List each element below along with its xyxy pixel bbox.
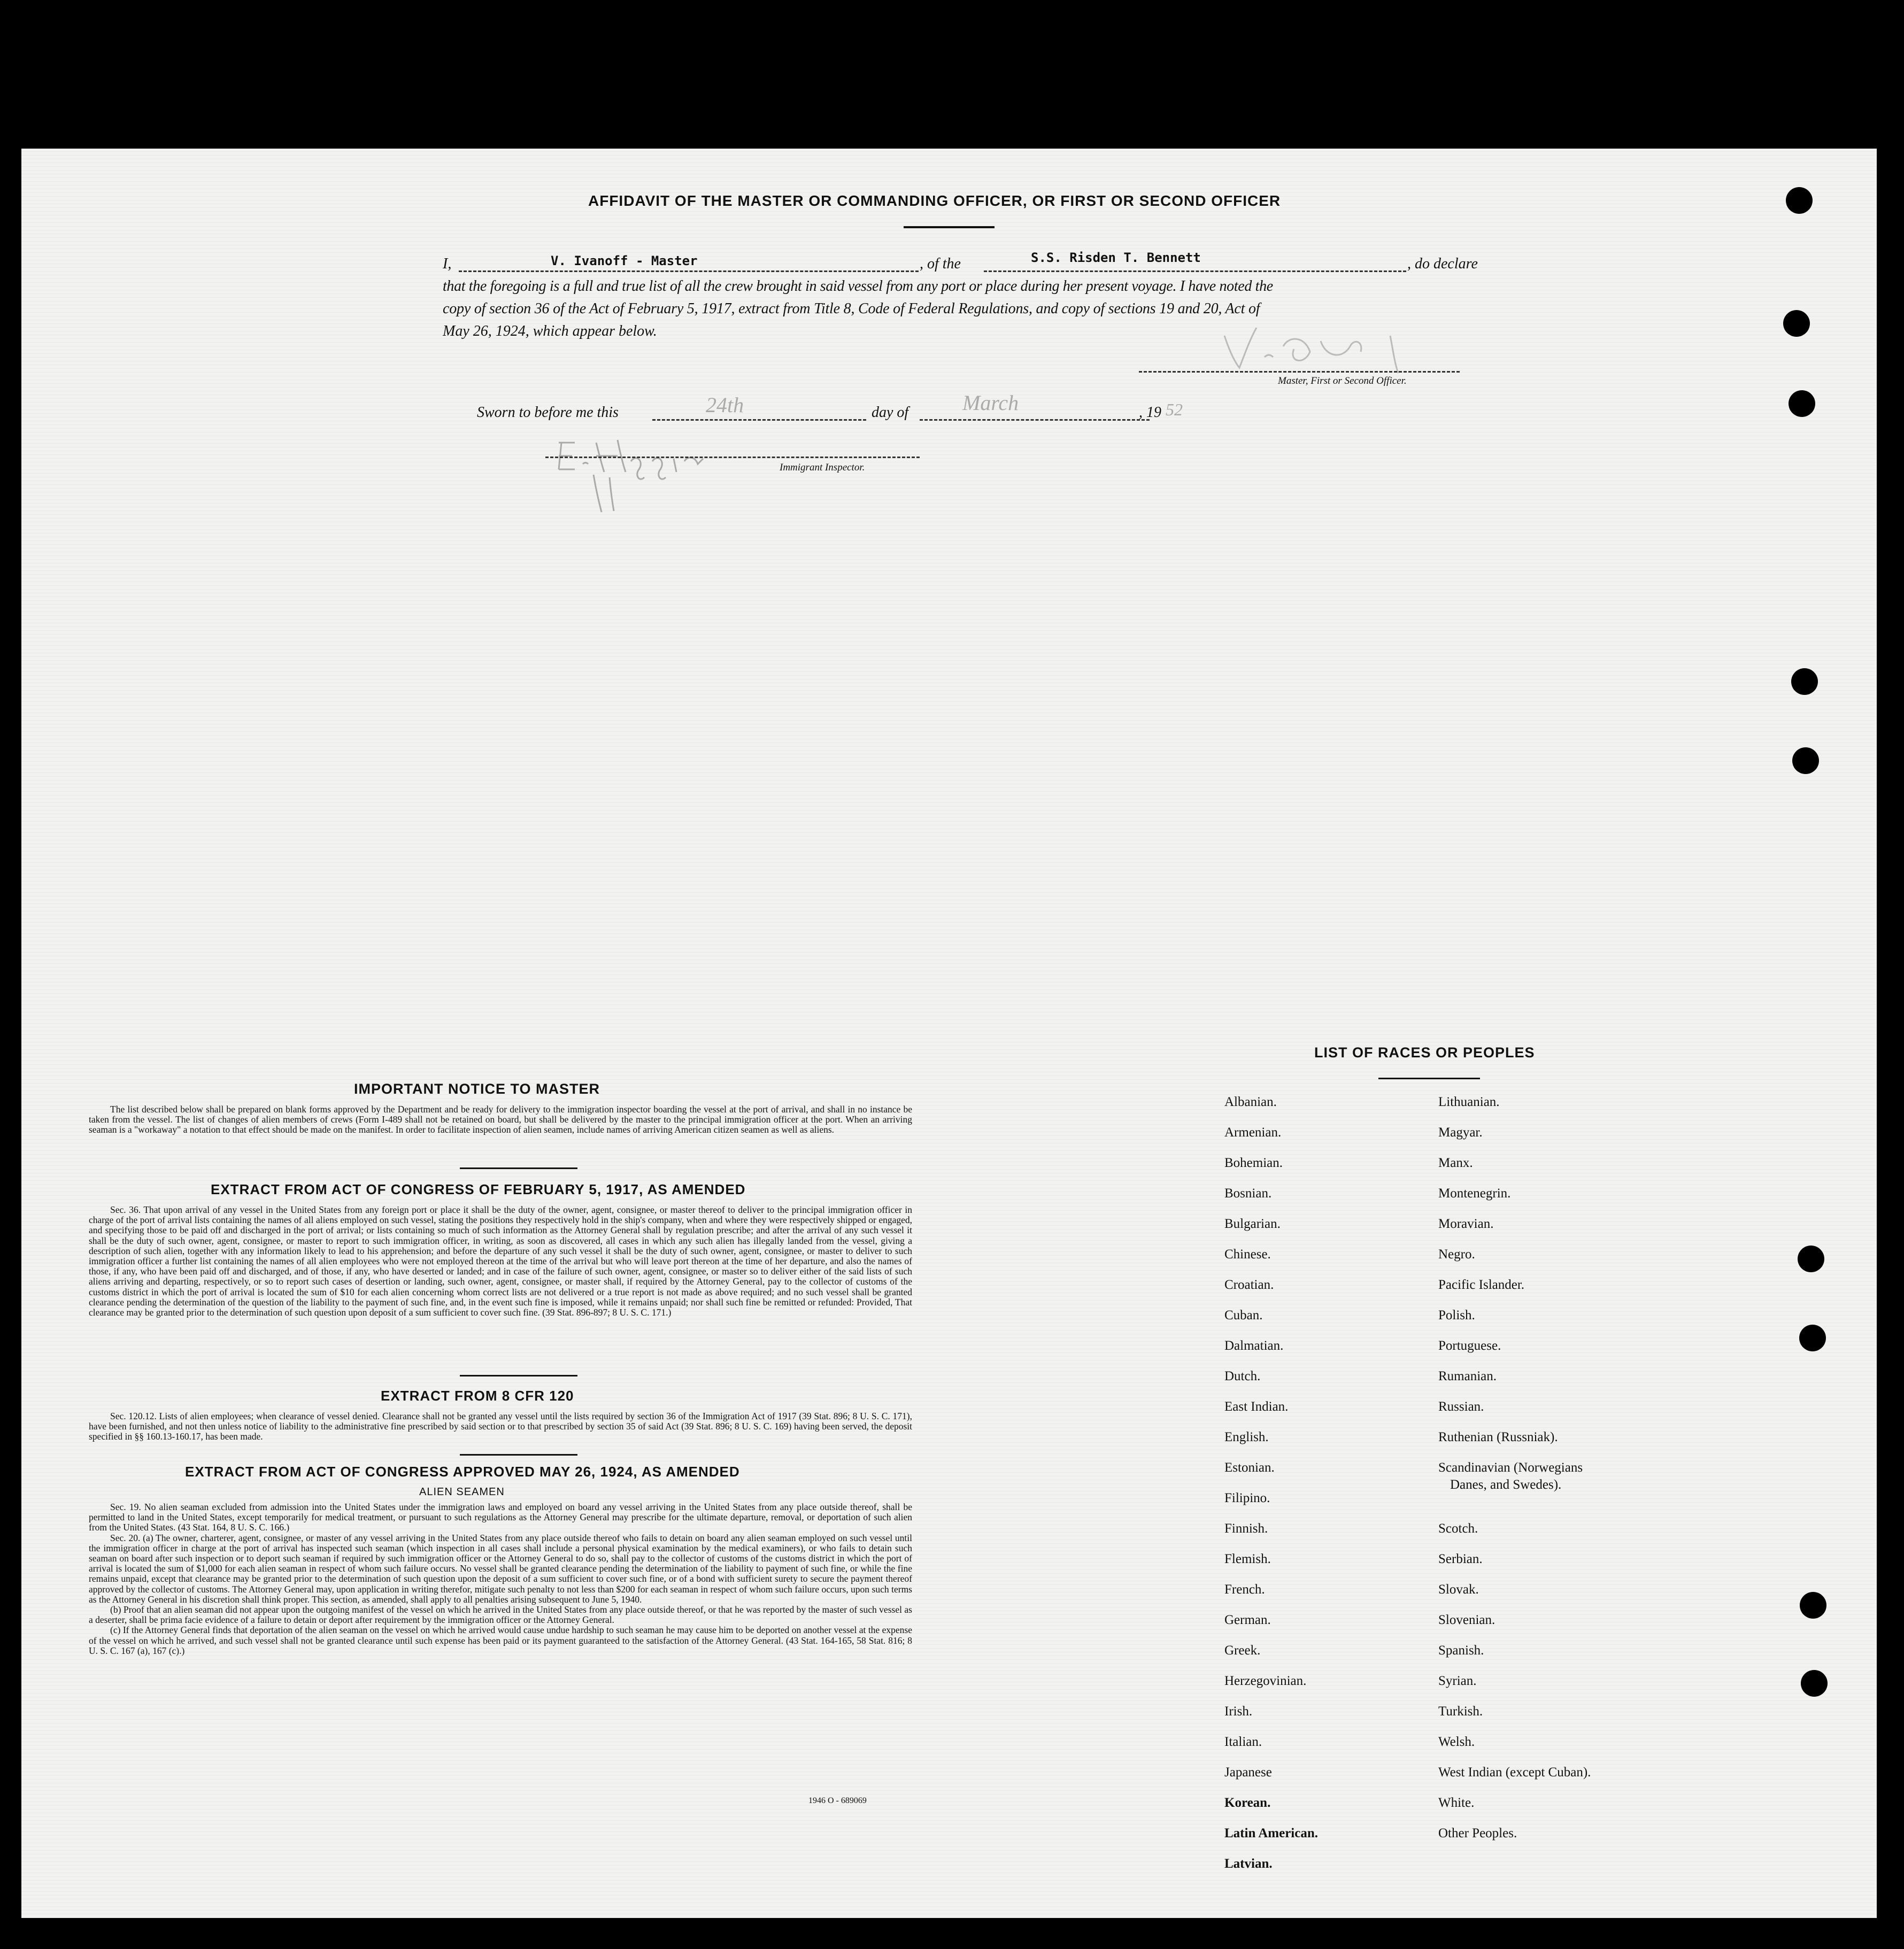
race-item: Filipino. bbox=[1224, 1491, 1270, 1505]
punch-hole bbox=[1801, 1670, 1828, 1697]
races-left-column bbox=[1224, 1095, 1318, 1887]
affidavit-line-4: May 26, 1924, which appear below. bbox=[443, 323, 657, 339]
title-underline bbox=[904, 226, 995, 228]
race-item: Montenegrin. bbox=[1438, 1186, 1511, 1201]
race-item: East Indian. bbox=[1224, 1399, 1289, 1414]
extract-1917-heading: EXTRACT FROM ACT OF CONGRESS OF FEBRUARY 5, 1917, AS AMENDED bbox=[211, 1181, 746, 1197]
races-heading-underline bbox=[1378, 1078, 1480, 1079]
extract-1924-text bbox=[89, 1502, 912, 1656]
sworn-label: Sworn to before me this bbox=[477, 404, 619, 421]
race-item: Syrian. bbox=[1438, 1674, 1477, 1688]
race-item: Russian. bbox=[1438, 1399, 1484, 1414]
race-item: Polish. bbox=[1438, 1308, 1475, 1322]
sworn-month-field: March bbox=[962, 391, 1019, 415]
race-item: Estonian. bbox=[1224, 1460, 1275, 1475]
extract-1917-divider bbox=[460, 1375, 577, 1376]
race-item: Bulgarian. bbox=[1224, 1217, 1281, 1231]
race-item: Rumanian. bbox=[1438, 1369, 1497, 1383]
race-item: English. bbox=[1224, 1430, 1269, 1444]
master-name-line bbox=[459, 270, 919, 272]
race-item: Korean. bbox=[1224, 1796, 1271, 1810]
year-suffix: 52 bbox=[1166, 400, 1183, 419]
print-code: 1946 O - 689069 bbox=[808, 1796, 867, 1805]
extract-1924-sec20c: (c) If the Attorney General finds that deportation of the alien seaman on the vessel on which he arrived would cause undue hardship to such seaman he may cause him to be deported on another vessel at the expense of the vessel on which he arrived, and such vessel shall not be granted clearance until such expense has been paid or its payment guaranteed to the satisfaction of the Attorney General. (43 Stat. 164-165, 58 Stat. 816; 8 U. S. C. 167 (a), 167 (c).) bbox=[89, 1625, 912, 1656]
inspector-signature-line bbox=[545, 457, 920, 458]
punch-hole bbox=[1792, 747, 1819, 774]
race-item: Herzegovinian. bbox=[1224, 1674, 1307, 1688]
race-item: Latvian. bbox=[1224, 1857, 1273, 1871]
punch-hole bbox=[1799, 1325, 1826, 1351]
race-item: Magyar. bbox=[1438, 1125, 1483, 1140]
race-item: French. bbox=[1224, 1582, 1265, 1597]
race-item: White. bbox=[1438, 1796, 1475, 1810]
race-item: Armenian. bbox=[1224, 1125, 1282, 1140]
race-item: Portuguese. bbox=[1438, 1339, 1501, 1353]
race-item: Scandinavian (Norwegians bbox=[1438, 1460, 1583, 1475]
sworn-day-field: 24th bbox=[706, 393, 744, 417]
master-signature-line bbox=[1139, 371, 1460, 373]
extract-cfr-divider bbox=[460, 1454, 577, 1456]
race-item: Scotch. bbox=[1438, 1521, 1478, 1536]
inspector-caption: Immigrant Inspector. bbox=[780, 462, 865, 473]
race-item: Pacific Islander. bbox=[1438, 1278, 1525, 1292]
races-right-column bbox=[1438, 1095, 1591, 1857]
sworn-day-line bbox=[652, 419, 866, 421]
affidavit-i-label: I, bbox=[443, 256, 452, 272]
inspector-signature bbox=[551, 432, 775, 517]
race-item: Latin American. bbox=[1224, 1826, 1318, 1840]
race-item: Chinese. bbox=[1224, 1247, 1271, 1262]
extract-cfr-text: Sec. 120.12. Lists of alien employees; when clearance of vessel denied. Clearance shall not be granted any vessel until the lists required by section 36 of the Immigration Act of 1917 (39 Stat. 896; 8 U. S. C. 171), have been furnished, and not then unless notice of liability to the administrative fine prescribed by said section or to that prescribed by section 35 of said Act (39 Stat. 896; 8 U. S. C. 169) having been served, the deposit specified in §§ 160.13-160.17, has been made. bbox=[89, 1411, 912, 1442]
race-item: Negro. bbox=[1438, 1247, 1475, 1262]
race-item: German. bbox=[1224, 1613, 1271, 1627]
extract-1924-sec20a: Sec. 20. (a) The owner, charterer, agent, consignee, or master of any vessel arriving in the United States from any place outside thereof who fails to detain on board any alien seaman employed on such vessel until the immigration officer in charge at the port of arrival has inspected such seaman (which inspection in all cases shall include a personal physical examination by the medical examiners), or who fails to detain such seaman on board after such inspection or to deport such seaman if required by such immigration officer or the Attorney General to do so, shall pay to the collector of customs of the customs district in which the port of arrival is located the sum of $1,000 for each alien seaman in respect of whom such failure occurs. No vessel shall be granted clearance pending the determination of the liability to payment of such fine, or while the fine remains unpaid, except that clearance may be granted prior to the determination of such question upon the deposit of a sum sufficient to cover such fine, or of a bond with sufficient surety to secure the payment thereof approved by the collector of customs. The Attorney General may, upon application in writing therefor, mitigate such penalty to not less than $200 for each seaman in respect of whom such failure occurs, upon such terms as the Attorney General in his discretion shall think proper. This section, as amended, shall apply to all penalties arising subsequent to June 5, 1940. bbox=[89, 1532, 912, 1605]
notice-text: The list described below shall be prepared on blank forms approved by the Department and be ready for delivery to the immigration inspector boarding the vessel at the port of arrival, and shall in no instance be taken from the vessel. The list of changes of alien members of crews (Form I-489 shall not be retained on board, but shall be delivered by the master to the principal immigration officer at the port. When an arriving seaman is a "workaway" a notation to that effect should be made on the manifest. In order to facilitate inspection of alien seamen, include names of arriving American citizen seamen as well as aliens. bbox=[89, 1104, 912, 1135]
day-of-label: day of bbox=[872, 404, 909, 421]
race-item: Manx. bbox=[1438, 1156, 1473, 1170]
extract-1917-text: Sec. 36. That upon arrival of any vessel in the United States from any foreign port or place it shall be the duty of the owner, agent, consignee, or master thereof to deliver to the principal immigration officer in charge of the port of arrival lists containing the names of all aliens employed on such vessel, stating the positions they respectively hold in the ship's company, when and where they were respectively shipped or engaged, and specifying those to be paid off and discharged in the port of arrival; or lists containing so much of such information as the Attorney General shall by regulation prescribe; and after the arrival of any such vessel it shall be the duty of such owner, agent, consignee, or master to report to such immigration officer, in writing, as soon as discovered, all cases in which any such alien has illegally landed from the vessel, giving a description of such alien, together with any information likely to lead to his apprehension; and before the departure of any such vessel it shall be the duty of such owner, agent, consignee, or master to deliver to such immigration officer a further list containing the names of all alien employees who were not employed thereon at the time of the arrival but who will leave port thereon at the time of her departure, and also the names of those, if any, who have been paid off and discharged, and of those, if any, who have deserted or landed; and in case of the failure of such owner, agent, consignee, or master so to deliver either of the said lists of such aliens arriving and departing, respectively, or so to report such cases of desertion or landing, such owner, agent, consignee, or master shall, if required by the Attorney General, pay to the collector of customs of the customs district in which the port of arrival is located the sum of $10 for each alien concerning whom correct lists are not delivered or a true report is not made as above required; and no such vessel shall be granted clearance pending the determination of the question of the liability to the payment of such fine, and, in the event such fine is imposed, while it remains unpaid; nor shall such fine be remitted or refunded: Provided, That clearance may be granted prior to the determination of such question upon deposit of a sum sufficient to cover such fine. (39 Stat. 896-897; 8 U. S. C. 171.) bbox=[89, 1204, 912, 1318]
race-item: Bosnian. bbox=[1224, 1186, 1272, 1201]
extract-cfr-heading: EXTRACT FROM 8 CFR 120 bbox=[381, 1388, 574, 1404]
race-item: Dutch. bbox=[1224, 1369, 1261, 1383]
race-item: Welsh. bbox=[1438, 1735, 1475, 1749]
punch-hole bbox=[1789, 390, 1815, 417]
master-signature bbox=[1214, 320, 1481, 378]
race-item: Italian. bbox=[1224, 1735, 1262, 1749]
affidavit-line-2: that the foregoing is a full and true list of all the crew brought in said vessel from any port or place during her present voyage. I have noted the bbox=[443, 278, 1273, 295]
punch-hole bbox=[1798, 1246, 1824, 1272]
affidavit-title: AFFIDAVIT OF THE MASTER OR COMMANDING OFFICER, OR FIRST OR SECOND OFFICER bbox=[588, 192, 1281, 209]
race-item: Ruthenian (Russniak). bbox=[1438, 1430, 1558, 1444]
race-item: Moravian. bbox=[1438, 1217, 1494, 1231]
do-declare-label: , do declare bbox=[1407, 256, 1478, 272]
race-item: Serbian. bbox=[1438, 1552, 1483, 1566]
vessel-name-line bbox=[984, 270, 1406, 272]
race-item: Greek. bbox=[1224, 1643, 1261, 1658]
year-prefix: , 19 bbox=[1139, 404, 1161, 421]
sworn-month-line bbox=[920, 419, 1150, 421]
race-item: Lithuanian. bbox=[1438, 1095, 1500, 1109]
notice-heading: IMPORTANT NOTICE TO MASTER bbox=[354, 1081, 600, 1097]
affidavit-line-3: copy of section 36 of the Act of February 5, 1917, extract from Title 8, Code of Federal Regulations, and copy of sections 19 and 20, Act of bbox=[443, 300, 1260, 317]
of-the-label: , of the bbox=[920, 256, 961, 272]
races-heading: LIST OF RACES OR PEOPLES bbox=[1314, 1045, 1535, 1061]
race-item: Albanian. bbox=[1224, 1095, 1277, 1109]
extract-1924-heading: EXTRACT FROM ACT OF CONGRESS APPROVED MAY 26, 1924, AS AMENDED bbox=[185, 1464, 740, 1480]
race-item: Spanish. bbox=[1438, 1643, 1484, 1658]
race-item: Japanese bbox=[1224, 1765, 1272, 1780]
punch-hole bbox=[1800, 1592, 1826, 1619]
punch-hole bbox=[1791, 668, 1818, 695]
race-item: Croatian. bbox=[1224, 1278, 1274, 1292]
race-item: Other Peoples. bbox=[1438, 1826, 1517, 1840]
vessel-name-field: S.S. Risden T. Bennett bbox=[1031, 250, 1201, 265]
punch-hole bbox=[1786, 187, 1813, 214]
race-item: Flemish. bbox=[1224, 1552, 1271, 1566]
race-item: Bohemian. bbox=[1224, 1156, 1283, 1170]
race-item: Cuban. bbox=[1224, 1308, 1263, 1322]
race-item: Turkish. bbox=[1438, 1704, 1483, 1719]
extract-1924-sec20b: (b) Proof that an alien seaman did not appear upon the outgoing manifest of the vessel on which he arrived in the United States from any place outside thereof, or that he was reported by the master of such vessel as a deserter, shall be prima facie evidence of a failure to detain or deport after requirement by the immigration officer or the Attorney General. bbox=[89, 1604, 912, 1626]
master-name-field: V. Ivanoff - Master bbox=[551, 253, 698, 268]
race-item: Danes, and Swedes). bbox=[1450, 1478, 1562, 1492]
extract-1924-sec19: Sec. 19. No alien seaman excluded from admission into the United States under the immigration laws and employed on board any vessel arriving in the United States from any place outside thereof, shall be permitted to land in the United States, except temporarily for medical treatment, or pursuant to such regulations as the Attorney General may prescribe for the ultimate departure, removal, or deportation of such alien from the United States. (43 Stat. 164, 8 U. S. C. 166.) bbox=[89, 1502, 912, 1533]
race-item: Slovak. bbox=[1438, 1582, 1479, 1597]
race-item: Finnish. bbox=[1224, 1521, 1268, 1536]
document-sheet bbox=[21, 149, 1877, 1918]
race-item: Irish. bbox=[1224, 1704, 1253, 1719]
race-item: Dalmatian. bbox=[1224, 1339, 1284, 1353]
notice-divider bbox=[460, 1167, 577, 1169]
race-item: West Indian (except Cuban). bbox=[1438, 1765, 1591, 1780]
race-item: Slovenian. bbox=[1438, 1613, 1496, 1627]
master-signature-caption: Master, First or Second Officer. bbox=[1278, 375, 1407, 386]
punch-hole bbox=[1783, 310, 1810, 337]
extract-1924-subheading: ALIEN SEAMEN bbox=[419, 1486, 505, 1498]
